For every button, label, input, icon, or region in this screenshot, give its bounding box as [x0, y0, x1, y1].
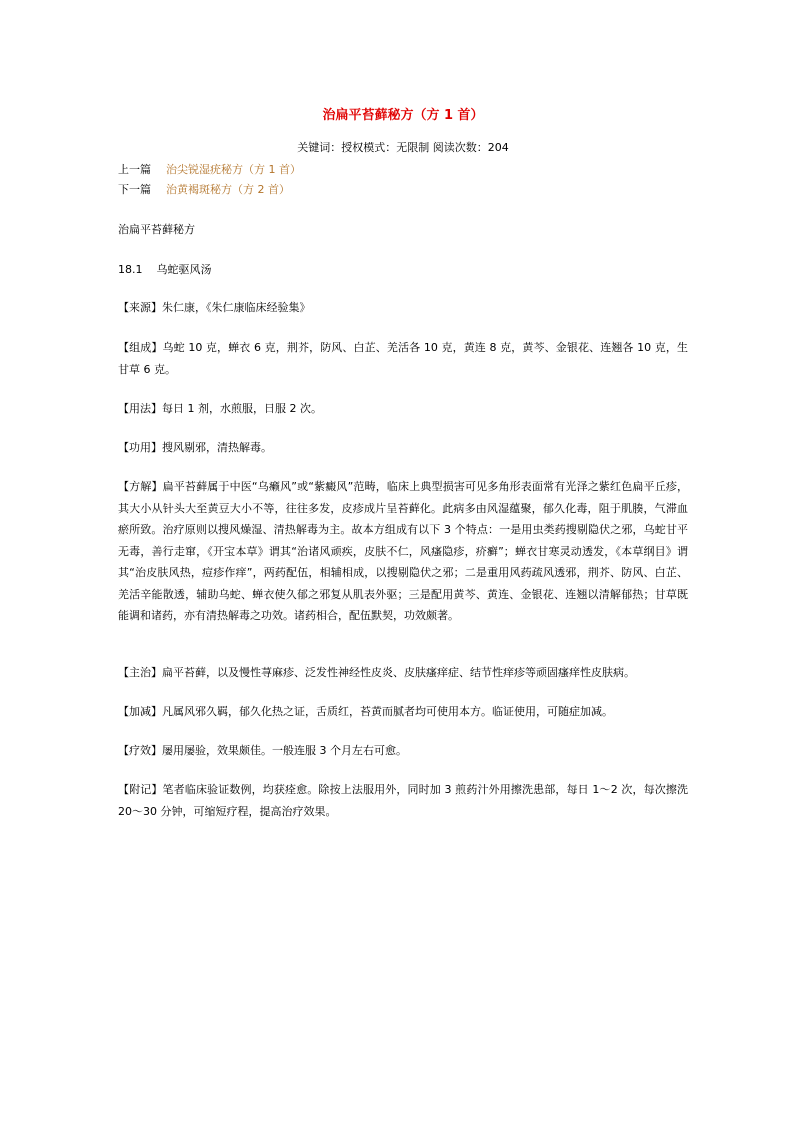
meta-info: 关键词：授权模式：无限制 阅读次数：204: [297, 141, 509, 154]
nav-next: [118, 182, 290, 198]
usage-tag: 【用法】: [118, 402, 162, 415]
modification-tag: 【加减】: [118, 705, 162, 718]
effect-text: 搜风剔邪，清热解毒。: [162, 441, 272, 454]
composition-text: 乌蛇 10 克，蝉衣 6 克，荆芥，防风、白芷、羌活各 10 克，黄连 8 克，黄芩、金银花、连翘各 10 克，生甘草 6 克。: [118, 341, 689, 376]
explanation-tag: 【方解】: [118, 480, 163, 493]
efficacy-tag: 【疗效】: [118, 744, 162, 757]
note-paragraph: [118, 779, 688, 822]
source-paragraph: [118, 297, 688, 319]
efficacy-text: 屡用屡验，效果颇佳。一般连服 3 个月左右可愈。: [162, 744, 407, 757]
nav-prev: [118, 162, 301, 178]
effect-paragraph: [118, 437, 688, 459]
effect-tag: 【功用】: [118, 441, 162, 454]
note-text: 笔者临床验证数例，均获痊愈。除按上法服用外，同时加 3 煎药汁外用擦洗患部，每日 1～2 次，每次擦洗 20～30 分钟，可缩短疗程，提高治疗效果。: [118, 783, 689, 818]
modification-paragraph: [118, 701, 688, 723]
modification-text: 凡属风邪久羁，郁久化热之证，舌质红，苔黄而腻者均可使用本方。临证使用，可随症加减。: [162, 705, 613, 718]
nav-prev-link[interactable]: 治尖锐湿疣秘方（方 1 首）: [166, 163, 301, 176]
explanation-paragraph: [118, 476, 688, 627]
composition-tag: 【组成】: [118, 341, 163, 354]
usage-paragraph: [118, 398, 688, 420]
indication-text: 扁平苔藓，以及慢性荨麻疹、泛发性神经性皮炎、皮肤瘙痒症、结节性痒疹等顽固瘙痒性皮肤病。: [162, 666, 635, 679]
source-text: 朱仁康，《朱仁康临床经验集》: [162, 301, 311, 314]
explanation-text: 扁平苔藓属于中医“乌癞风”或“紫癜风”范畴，临床上典型损害可见多角形表面常有光泽之紫红色扁平丘疹，其大小从针头大至黄豆大小不等，往往多发，皮疹成片呈苔藓化。此病多由风湿蕴聚，郁久化毒，阻于肌腠，气滞血瘀所致。治疗原则以搜风燥湿、清热解毒为主。故本方组成有以下 3 个特点：一是用虫类药搜剔隐伏之邪，乌蛇甘平无毒，善行走窜，《开宝本草》谓其“治诸风顽疾，皮肤不仁，风瘙隐疹，疥癣”；蝉衣甘寒灵动透发，《本草纲目》谓其“治皮肤风热，痘疹作痒”，两药配伍，相辅相成，以搜剔隐伏之邪；二是重用风药疏风透邪，荆芥、防风、白芷、羌活辛能散透，辅助乌蛇、蝉衣使久郁之邪复从肌表外驱；三是配用黄芩、黄连、金银花、连翘以清解郁热；甘草既能调和诸药，亦有清热解毒之功效。诸药相合，配伍默契，功效颇著。: [118, 480, 689, 622]
efficacy-paragraph: [118, 740, 688, 762]
note-tag: 【附记】: [118, 783, 163, 796]
source-tag: 【来源】: [118, 301, 162, 314]
recipe-heading: 18.1 乌蛇驱风汤: [118, 263, 212, 276]
nav-next-label: 下一篇: [118, 183, 151, 196]
indication-paragraph: [118, 662, 688, 684]
page-title: 治扁平苔藓秘方（方 1 首）: [322, 108, 484, 123]
section-subtitle: 治扁平苔藓秘方: [118, 223, 195, 236]
usage-text: 每日 1 剂，水煎服，日服 2 次。: [162, 402, 322, 415]
nav-prev-label: 上一篇: [118, 163, 151, 176]
indication-tag: 【主治】: [118, 666, 162, 679]
composition-paragraph: [118, 337, 688, 380]
nav-next-link[interactable]: 治黄褐斑秘方（方 2 首）: [166, 183, 290, 196]
